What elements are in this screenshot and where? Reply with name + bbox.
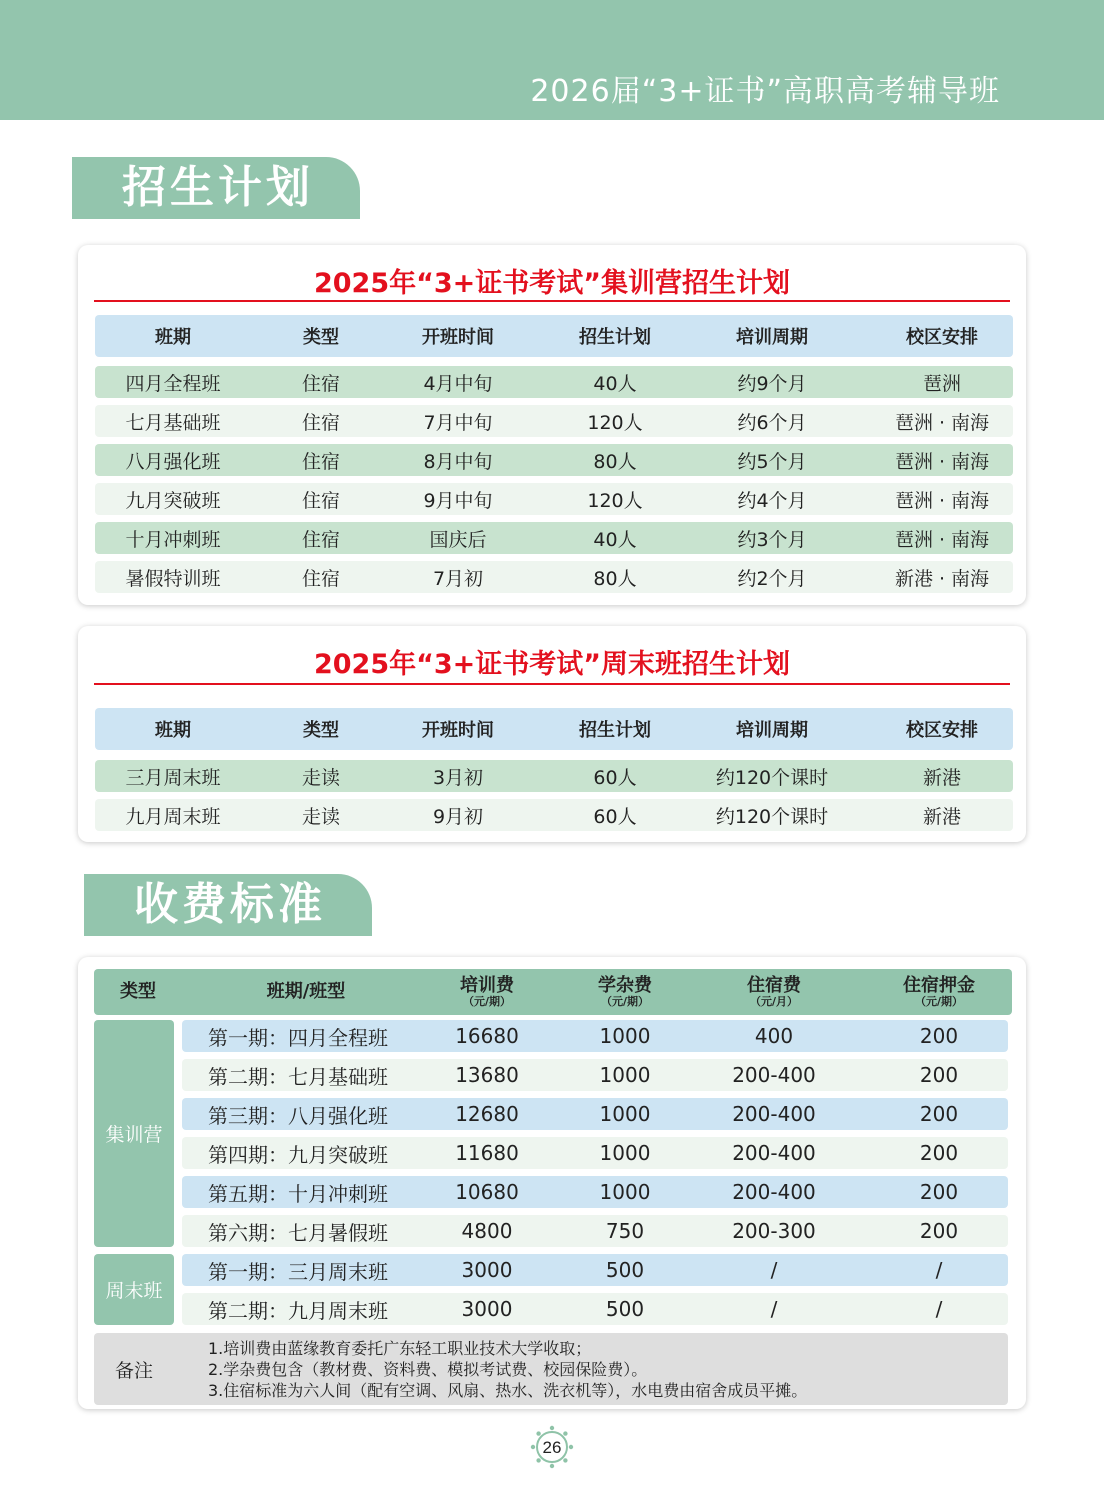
fee-value: / <box>935 1297 943 1321</box>
table-cell: 三月周末班 <box>125 766 221 789</box>
section-title-fees <box>84 874 372 936</box>
table-cell: 九月周末班 <box>125 805 221 828</box>
column-header: 校区安排 <box>906 720 978 741</box>
table-cell: 八月强化班 <box>125 450 221 473</box>
note-line: 1.培训费由蓝缘教育委托广东轻工职业技术大学收取； <box>208 1339 592 1358</box>
fee-value: 200 <box>919 1063 959 1087</box>
weekend-plan-title: 2025年“3+证书考试”周末班招生计划 <box>313 649 791 680</box>
column-header <box>120 969 156 1015</box>
table-cell: 3月初 <box>432 766 484 789</box>
column-header <box>903 969 975 1015</box>
fee-value: 400 <box>754 1024 794 1048</box>
column-header: 开班时间 <box>422 720 494 741</box>
column-header: 类型 <box>303 327 339 348</box>
notes-label: 备注 <box>114 1359 153 1382</box>
table-cell: 走读 <box>301 766 341 789</box>
table-cell: 约3个月 <box>737 528 807 551</box>
camp-plan-title: 2025年“3+证书考试”集训营招生计划 <box>313 268 791 299</box>
section-title-text: 招生计划 <box>122 162 314 213</box>
table-row <box>95 760 1013 792</box>
fee-period: 第二期：七月基础班 <box>208 1064 388 1089</box>
fee-row <box>182 1293 1008 1325</box>
table-cell: 新港 <box>922 766 962 789</box>
camp-plan-header-row <box>95 315 1013 357</box>
column-unit: （元/期） <box>462 994 512 1008</box>
table-cell: 约6个月 <box>737 411 807 434</box>
fee-period: 第四期：九月突破班 <box>208 1142 388 1167</box>
title-divider <box>94 683 1010 685</box>
column-header: 招生计划 <box>579 720 651 741</box>
fee-value: 1000 <box>599 1024 651 1048</box>
fee-value: 3000 <box>461 1297 513 1321</box>
fee-row <box>182 1215 1008 1247</box>
table-cell: 约2个月 <box>737 567 807 590</box>
table-cell: 7月中旬 <box>423 411 493 434</box>
weekend-plan-header-row <box>95 708 1013 750</box>
table-cell: 住宿 <box>301 450 341 473</box>
table-cell: 住宿 <box>301 567 341 590</box>
column-label: 住宿押金 <box>903 974 975 996</box>
fee-value: 1000 <box>599 1102 651 1126</box>
fee-period: 第一期：三月周末班 <box>208 1259 388 1284</box>
fee-value: 200-400 <box>732 1141 816 1165</box>
notes-box <box>94 1333 1008 1405</box>
table-cell: 七月基础班 <box>125 411 221 434</box>
column-header <box>460 969 514 1015</box>
fee-value: 750 <box>605 1219 645 1243</box>
column-header: 类型 <box>303 720 339 741</box>
table-row <box>95 522 1013 554</box>
column-header: 校区安排 <box>906 327 978 348</box>
table-row <box>95 405 1013 437</box>
table-cell: 国庆后 <box>429 528 487 551</box>
table-cell: 琶洲 · 南海 <box>894 450 990 473</box>
column-header <box>598 969 652 1015</box>
table-cell: 80人 <box>593 567 637 590</box>
table-row <box>95 561 1013 593</box>
table-cell: 约120个课时 <box>715 766 829 789</box>
column-header: 培训周期 <box>736 327 808 348</box>
fee-value: 200 <box>919 1024 959 1048</box>
table-cell: 80人 <box>593 450 637 473</box>
fee-period: 第二期：九月周末班 <box>208 1298 388 1323</box>
fee-row <box>182 1059 1008 1091</box>
column-header: 开班时间 <box>422 327 494 348</box>
fee-value: 1000 <box>599 1141 651 1165</box>
table-cell: 住宿 <box>301 528 341 551</box>
section-title-text: 收费标准 <box>134 879 326 930</box>
column-label: 住宿费 <box>747 974 801 996</box>
column-label: 班期/班型 <box>266 980 346 1002</box>
column-label: 类型 <box>120 980 156 1002</box>
table-cell: 9月中旬 <box>423 489 493 512</box>
table-cell: 约4个月 <box>737 489 807 512</box>
column-header: 招生计划 <box>579 327 651 348</box>
table-cell: 60人 <box>593 766 637 789</box>
fee-period: 第五期：十月冲刺班 <box>208 1181 388 1206</box>
column-header: 培训周期 <box>736 720 808 741</box>
table-cell: 约120个课时 <box>715 805 829 828</box>
weekend-plan-card <box>78 626 1026 842</box>
fee-value: 11680 <box>455 1141 519 1165</box>
page-header <box>0 0 1104 120</box>
fee-value: 200-300 <box>732 1219 816 1243</box>
fee-row <box>182 1098 1008 1130</box>
table-row <box>95 799 1013 831</box>
table-cell: 住宿 <box>301 411 341 434</box>
table-cell: 住宿 <box>301 372 341 395</box>
column-unit: （元/月） <box>749 994 799 1008</box>
table-cell: 约5个月 <box>737 450 807 473</box>
column-unit: （元/期） <box>914 994 964 1008</box>
fee-value: 3000 <box>461 1258 513 1282</box>
notes-lines <box>208 1338 807 1401</box>
table-cell: 4月中旬 <box>423 372 493 395</box>
fee-value: 1000 <box>599 1063 651 1087</box>
page-number-badge <box>530 1425 574 1469</box>
fees-header-row <box>94 969 1012 1015</box>
column-label: 学杂费 <box>598 974 652 996</box>
fee-value: 200-400 <box>732 1063 816 1087</box>
fee-row <box>182 1254 1008 1286</box>
column-header: 班期 <box>155 327 191 348</box>
table-cell: 60人 <box>593 805 637 828</box>
table-row <box>95 444 1013 476</box>
table-row <box>95 366 1013 398</box>
table-cell: 120人 <box>587 411 643 434</box>
table-cell: 琶洲 · 南海 <box>894 411 990 434</box>
table-cell: 新港 <box>922 805 962 828</box>
fee-value: 200 <box>919 1102 959 1126</box>
fee-value: 16680 <box>455 1024 519 1048</box>
section-title-enrollment <box>72 157 360 219</box>
group-label-0: 集训营 <box>94 1020 174 1247</box>
table-cell: 7月初 <box>432 567 484 590</box>
column-header: 班期 <box>155 720 191 741</box>
fee-period: 第三期：八月强化班 <box>208 1103 388 1128</box>
table-cell: 住宿 <box>301 489 341 512</box>
fee-row <box>182 1176 1008 1208</box>
fee-value: 200-400 <box>732 1180 816 1204</box>
fee-value: 10680 <box>455 1180 519 1204</box>
note-line: 2.学杂费包含（教材费、资料费、模拟考试费、校园保险费）。 <box>208 1360 648 1379</box>
table-cell: 120人 <box>587 489 643 512</box>
title-divider <box>94 300 1010 302</box>
fee-value: 200 <box>919 1180 959 1204</box>
fee-value: / <box>770 1297 778 1321</box>
fee-value: 200 <box>919 1219 959 1243</box>
column-unit: （元/期） <box>600 994 650 1008</box>
fee-row <box>182 1020 1008 1052</box>
fee-period: 第一期：四月全程班 <box>208 1025 388 1050</box>
table-cell: 暑假特训班 <box>125 567 221 590</box>
fee-value: 200 <box>919 1141 959 1165</box>
fee-value: / <box>935 1258 943 1282</box>
table-cell: 40人 <box>593 528 637 551</box>
table-cell: 40人 <box>593 372 637 395</box>
table-cell: 走读 <box>301 805 341 828</box>
table-cell: 四月全程班 <box>125 372 221 395</box>
table-row <box>95 483 1013 515</box>
fee-value: 4800 <box>461 1219 513 1243</box>
table-cell: 8月中旬 <box>423 450 493 473</box>
camp-plan-card <box>78 245 1026 605</box>
fee-value: 1000 <box>599 1180 651 1204</box>
column-label: 培训费 <box>460 974 514 996</box>
note-line: 3.住宿标准为六人间（配有空调、风扇、热水、洗衣机等），水电费由宿舍成员平摊。 <box>208 1381 808 1400</box>
fee-value: 13680 <box>455 1063 519 1087</box>
table-cell: 琶洲 · 南海 <box>894 489 990 512</box>
fee-value: / <box>770 1258 778 1282</box>
page-number: 26 <box>542 1438 562 1457</box>
table-cell: 十月冲刺班 <box>125 528 221 551</box>
table-cell: 琶洲 · 南海 <box>894 528 990 551</box>
fee-value: 200-400 <box>732 1102 816 1126</box>
header-title: 2026届“3+证书”高职高考辅导班 <box>530 74 1000 109</box>
table-cell: 新港 · 南海 <box>894 567 990 590</box>
fee-value: 12680 <box>455 1102 519 1126</box>
table-cell: 约9个月 <box>737 372 807 395</box>
fee-value: 500 <box>605 1297 645 1321</box>
fees-card <box>78 957 1026 1409</box>
table-cell: 九月突破班 <box>125 489 221 512</box>
fee-value: 500 <box>605 1258 645 1282</box>
group-label-1: 周末班 <box>94 1254 174 1325</box>
fee-period: 第六期：七月暑假班 <box>208 1220 388 1245</box>
table-cell: 9月初 <box>432 805 484 828</box>
fee-row <box>182 1137 1008 1169</box>
table-cell: 琶洲 <box>922 372 962 395</box>
column-header <box>267 969 346 1015</box>
column-header <box>747 969 801 1015</box>
